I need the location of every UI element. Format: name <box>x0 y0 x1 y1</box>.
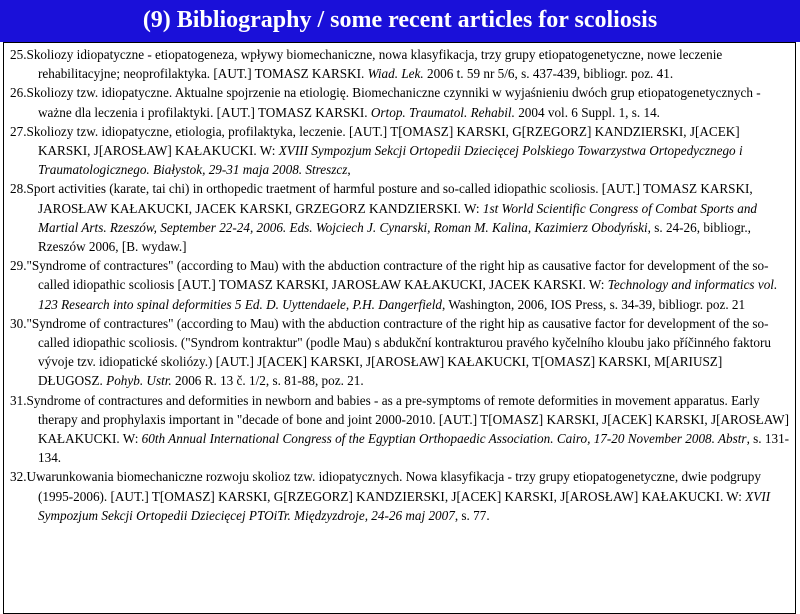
reference-entry <box>10 391 790 468</box>
reference-text: , Washington, 2006, IOS Press, s. 34-39, bibliogr. poz. 21 <box>442 296 746 312</box>
reference-source: 1st World Scientific Congress of Combat Sports and Martial Arts. Rzeszów, September 22-24, 2006. Eds. Wojciech J. Cynarski, Roman M. Kalina, Kazimierz Obodyński <box>38 200 758 235</box>
reference-entry <box>10 467 790 525</box>
reference-entry <box>10 256 790 314</box>
reference-text: , s. 131-134. <box>38 431 790 466</box>
reference-source: Ortop. Traumatol. Rehabil. <box>370 104 515 120</box>
reference-text: 29."Syndrome of contractures" (according to Mau) with the abduction contracture of the right hip as causative factor for development of the so-called idiopathic scoliosis [AUT.] TOMASZ KARSKI, JAROSŁAW KAŁAKUCKI, JACEK KARSKI. W: <box>10 258 769 293</box>
reference-source: XVII Sympozjum Sekcji Ortopedii Dziecięcej PTOiTr. Międzyzdroje, 24-26 maj 2007 <box>38 488 771 523</box>
reference-text: 32.Uwarunkowania biomechaniczne rozwoju skolioz tzw. idiopatycznych. Nowa klasyfikacja - trzy grupy etiopatogenetyczne, dwie podgrupy (1995-2006). [AUT.] T[OMASZ] KARSKI, G[RZEGORZ] KANDZIERSKI, J[ACEK] KARSKI, J[AROSŁAW] KAŁAKUCKI. W: <box>10 469 761 504</box>
reference-text: 30."Syndrome of contractures" (according to Mau) with the abduction contracture of the right hip as causative factor for development of the so-called idiopathic scoliosis. ("Syndrom kontraktur" (podle Mau) s abdukční kontrakturou pravého kyčelního kloubu jako příčinného faktoru vývoje tzv. idiopatické skoliózy.) [AUT.] J[ACEK] KARSKI, J[AROSŁAW] KAŁAKUCKI, T[OMASZ] KARSKI, M[ARIUSZ] DŁUGOSZ. <box>10 315 771 389</box>
reference-list <box>10 45 790 525</box>
reference-entry <box>10 122 790 180</box>
reference-text: 2004 vol. 6 Suppl. 1, s. 14. <box>514 104 660 120</box>
reference-text: , s. 24-26, bibliogr., Rzeszów 2006, [B. wydaw.] <box>38 219 751 255</box>
reference-text: 25.Skoliozy idiopatyczne - etiopatogeneza, wpływy biomechaniczne, nowa klasyfikacja, trzy grupy etiopatogenetyczne, nowe leczenie rehabilitacyjne; neoprofilaktyka. [AUT.] TOMASZ KARSKI. <box>10 47 723 82</box>
reference-entry <box>10 179 790 256</box>
reference-source: Technology and informatics vol. 123 Research into spinal deformities 5 Ed. D. Uyttendaele, P.H. Dangerfield <box>38 277 778 312</box>
reference-source: 60th Annual International Congress of the Egyptian Orthopaedic Association. Cairo, 17-20 November 2008. Abstr <box>141 431 747 447</box>
title-bar <box>0 0 800 42</box>
reference-text: 31.Syndrome of contractures and deformities in newborn and babies - as a pre-symptoms of remote deformities in movement apparatus. Early therapy and prophylaxis important in "decade of bone and joint 2000-2010. [AUT.] T[OMASZ] KARSKI, J[ACEK] KARSKI, J[AROSŁAW] KAŁAKUCKI. W: <box>10 392 790 447</box>
reference-source: Pohyb. Ustr. <box>106 373 172 389</box>
reference-text: 2006 t. 59 nr 5/6, s. 437-439, bibliogr. poz. 41. <box>423 66 674 82</box>
reference-text: 26.Skoliozy tzw. idiopatyczne. Aktualne spojrzenie na etiologię. Biomechaniczne czynniki w wyjaśnieniu dwóch grup etiopatogenetycznych - ważne dla leczenia i profilaktyki. [AUT.] TOMASZ KARSKI. <box>10 85 761 120</box>
reference-text: 27.Skoliozy tzw. idiopatyczne, etiologia, profilaktyka, leczenie. [AUT.] T[OMASZ] KARSKI, G[RZEGORZ] KANDZIERSKI, J[ACEK] KARSKI, J[AROSŁAW] KAŁAKUCKI. W: <box>10 123 740 159</box>
reference-text: , <box>347 162 351 178</box>
reference-entry <box>10 314 790 391</box>
reference-text: , s. 77. <box>454 507 490 523</box>
reference-text: 2006 R. 13 č. 1/2, s. 81-88, poz. 21. <box>171 373 364 389</box>
reference-source: Wiad. Lek. <box>367 66 424 82</box>
bibliography-frame <box>3 42 796 614</box>
reference-text: 28.Sport activities (karate, tai chi) in orthopedic traetment of harmful posture and so-called idiopathic scoliosis. [AUT.] TOMASZ KARSKI, JAROSŁAW KAŁAKUCKI, JACEK KARSKI, GRZEGORZ KANDZIERSKI. W: <box>10 181 753 216</box>
slide-title: (9) Bibliography / some recent articles for scoliosis <box>142 6 658 33</box>
reference-entry <box>10 45 790 83</box>
reference-entry <box>10 83 790 121</box>
reference-source: XVIII Sympozjum Sekcji Ortopedii Dziecięcej Polskiego Towarzystwa Ortopedycznego i Traumatologicznego. Białystok, 29-31 maja 2008. Streszcz <box>38 143 743 178</box>
